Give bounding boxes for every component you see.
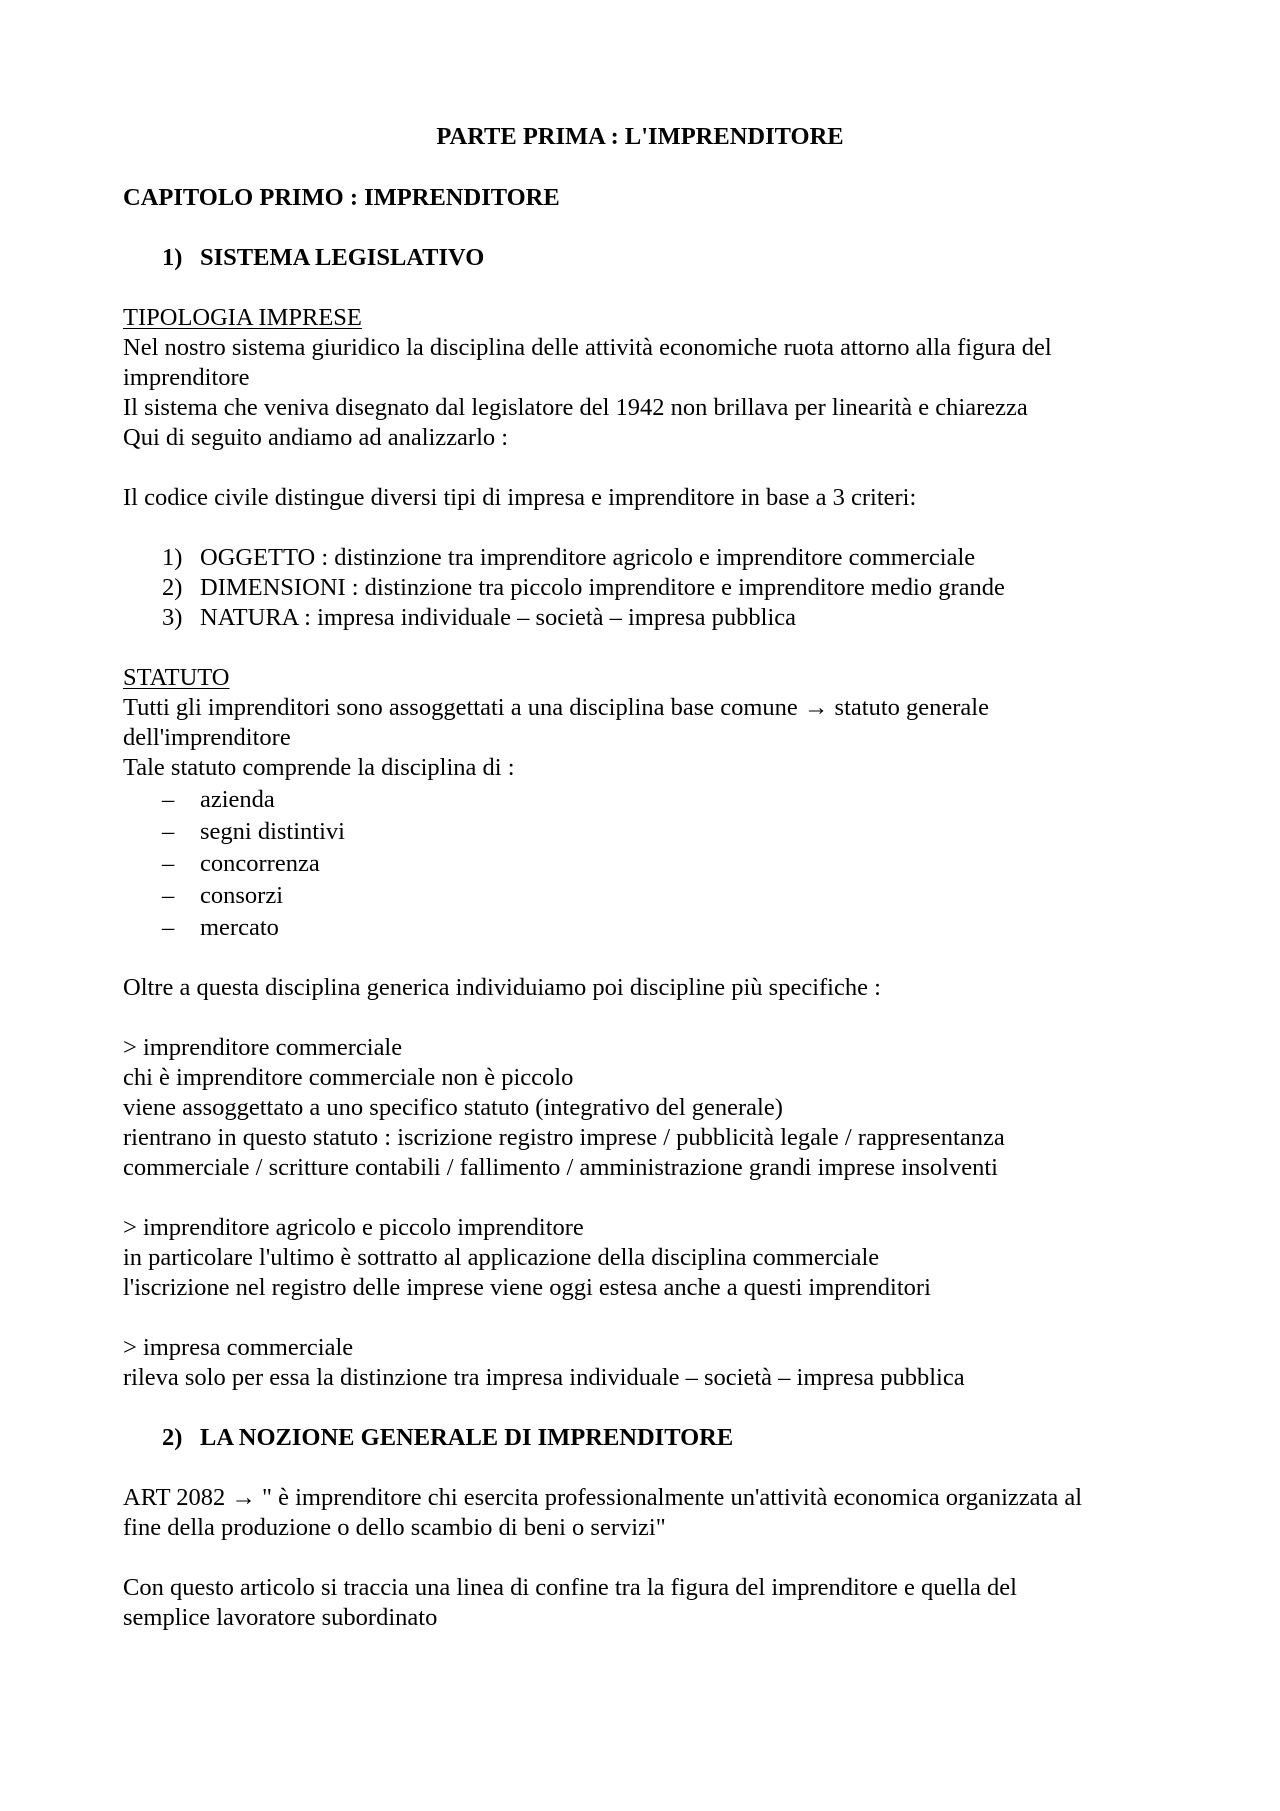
statuto-list-item: mercato — [200, 914, 279, 941]
bullet-dash: – — [162, 786, 175, 813]
criteria-item-text: NATURA : impresa individuale – società – impresa pubblica — [200, 604, 797, 631]
agricolo-title: > imprenditore agricolo e piccolo imprenditore — [123, 1214, 584, 1241]
agricolo-line: in particolare l'ultimo è sottratto al applicazione della disciplina commerciale — [123, 1244, 880, 1271]
confine-line: semplice lavoratore subordinato — [123, 1604, 438, 1631]
statuto-paragraph-line: dell'imprenditore — [123, 724, 291, 751]
criteria-item-text: OGGETTO : distinzione tra imprenditore agricolo e imprenditore commerciale — [200, 544, 976, 571]
tipologia-paragraph-line: imprenditore — [123, 364, 250, 391]
commerciale-line: viene assoggettato a uno specifico statuto (integrativo del generale) — [123, 1094, 783, 1121]
confine-line: Con questo articolo si traccia una linea di confine tra la figura del imprenditore e quella del — [123, 1574, 1017, 1601]
statuto-list-item: consorzi — [200, 882, 283, 909]
statuto-paragraph-line: Oltre a questa disciplina generica individuiamo poi discipline più specifiche : — [123, 974, 881, 1001]
bullet-dash: – — [162, 850, 175, 877]
statuto-list-item: azienda — [200, 786, 275, 813]
section2-number: 2) — [162, 1424, 183, 1451]
commerciale-line: rientrano in questo statuto : iscrizione registro imprese / pubblicità legale / rappresentanza — [123, 1124, 1005, 1151]
commerciale-line: commerciale / scritture contabili / fallimento / amministrazione grandi imprese insolventi — [123, 1154, 998, 1181]
tipologia-paragraph-line: Qui di seguito andiamo ad analizzarlo : — [123, 424, 509, 451]
criteria-intro: Il codice civile distingue diversi tipi di impresa e imprenditore in base a 3 criteri: — [123, 484, 917, 511]
section1-title: SISTEMA LEGISLATIVO — [200, 244, 485, 271]
impresa-commerciale-line: rileva solo per essa la distinzione tra impresa individuale – società – impresa pubblica — [123, 1364, 965, 1391]
chapter-title: CAPITOLO PRIMO : IMPRENDITORE — [123, 184, 560, 211]
statuto-list-item: segni distintivi — [200, 818, 345, 845]
criteria-item-number: 2) — [162, 574, 183, 601]
statuto-paragraph-line: Tale statuto comprende la disciplina di : — [123, 754, 515, 781]
bullet-dash: – — [162, 882, 175, 909]
part-title: PARTE PRIMA : L'IMPRENDITORE — [436, 123, 844, 150]
tipologia-heading: TIPOLOGIA IMPRESE — [123, 304, 362, 331]
criteria-item-number: 3) — [162, 604, 183, 631]
commerciale-line: chi è imprenditore commerciale non è piccolo — [123, 1064, 574, 1091]
statuto-paragraph-line: Tutti gli imprenditori sono assoggettati a una disciplina base comune → statuto generale — [123, 694, 989, 721]
art-2082-line: ART 2082 → " è imprenditore chi esercita professionalmente un'attività economica organizzata al — [123, 1484, 1083, 1511]
tipologia-paragraph-line: Il sistema che veniva disegnato dal legislatore del 1942 non brillava per linearità e chiarezza — [123, 394, 1028, 421]
criteria-item-number: 1) — [162, 544, 183, 571]
bullet-dash: – — [162, 818, 175, 845]
bullet-dash: – — [162, 914, 175, 941]
statuto-heading: STATUTO — [123, 664, 230, 691]
section1-number: 1) — [162, 244, 183, 271]
tipologia-paragraph-line: Nel nostro sistema giuridico la disciplina delle attività economiche ruota attorno alla figura del — [123, 334, 1052, 361]
agricolo-line: l'iscrizione nel registro delle imprese viene oggi estesa anche a questi imprenditori — [123, 1274, 931, 1301]
impresa-commerciale-title: > impresa commerciale — [123, 1334, 354, 1361]
criteria-item-text: DIMENSIONI : distinzione tra piccolo imprenditore e imprenditore medio grande — [200, 574, 1005, 601]
commerciale-title: > imprenditore commerciale — [123, 1034, 403, 1061]
art-2082-line: fine della produzione o dello scambio di beni o servizi" — [123, 1514, 666, 1541]
section2-title: LA NOZIONE GENERALE DI IMPRENDITORE — [200, 1424, 734, 1451]
statuto-list-item: concorrenza — [200, 850, 320, 877]
